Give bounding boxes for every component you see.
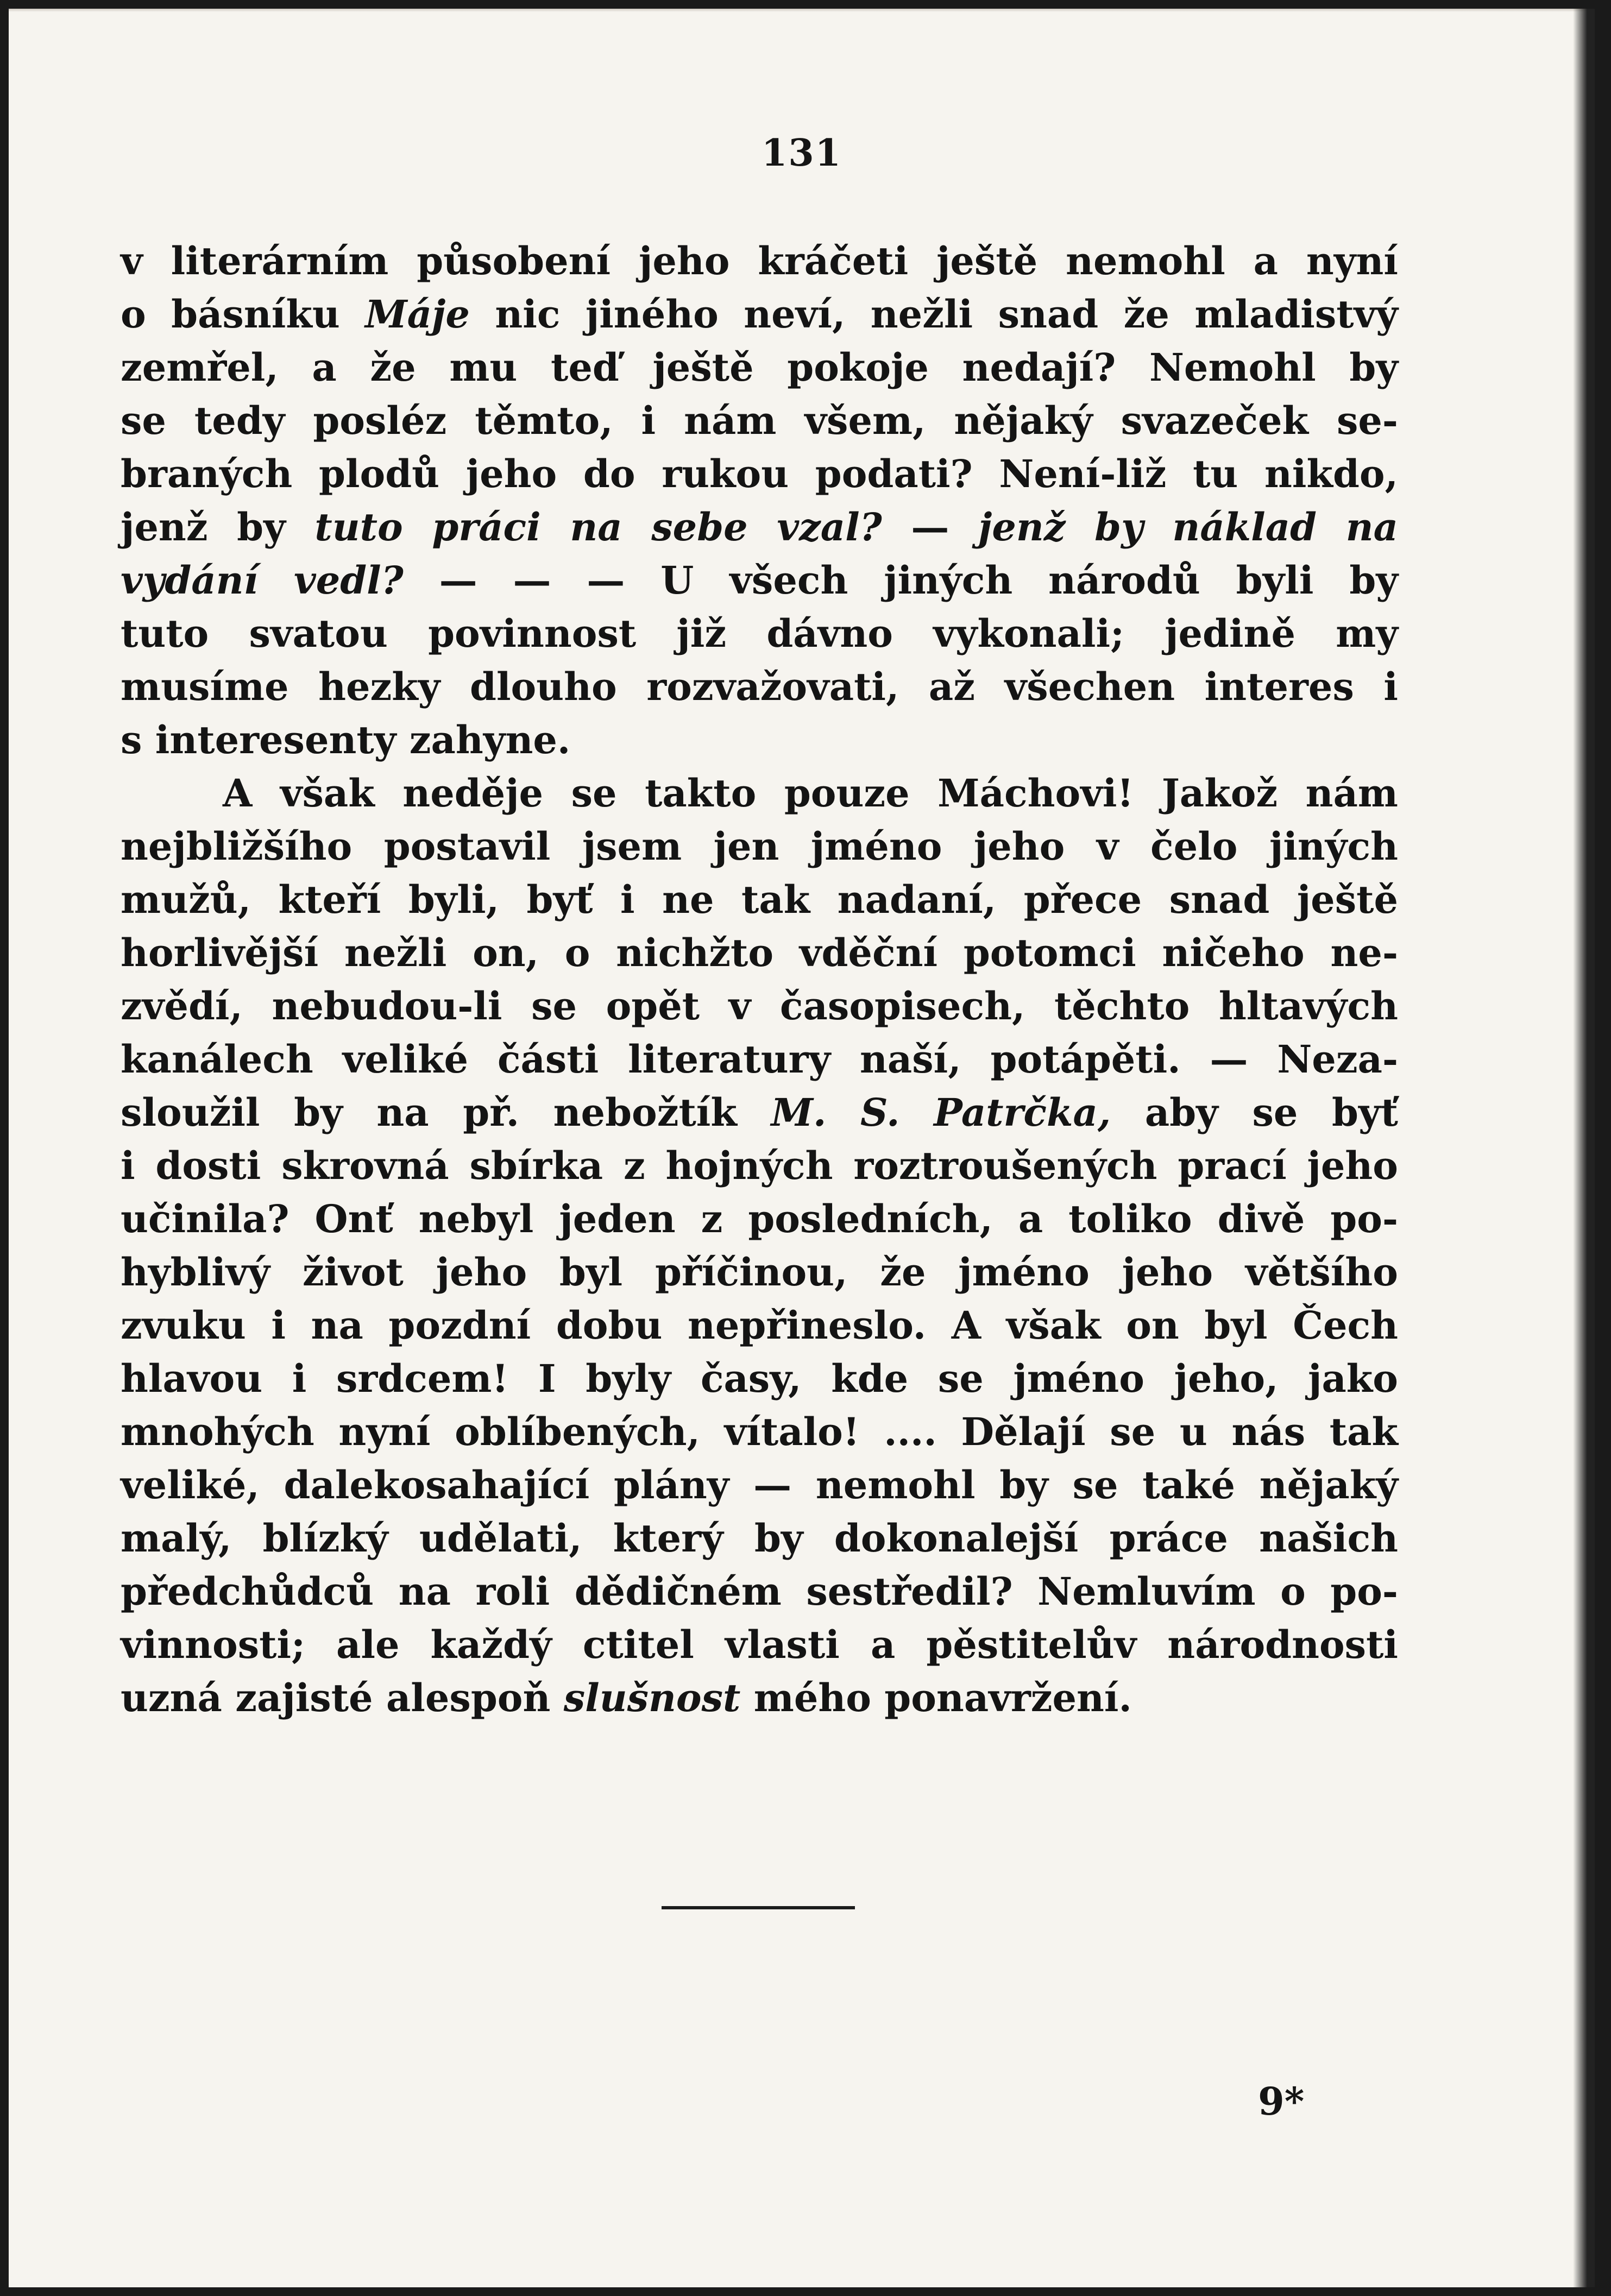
italic-text: vydání vedl? bbox=[121, 558, 404, 603]
text-run: hyblivý život jeho byl příčinou, že jméno jeho většího bbox=[121, 1250, 1398, 1295]
text-run: hlavou i srdcem! I byly časy, kde se jméno jeho, jako bbox=[121, 1356, 1398, 1401]
scan-edge-right bbox=[1573, 9, 1595, 2287]
text-run: mého ponavržení. bbox=[740, 1675, 1132, 1720]
body-text bbox=[121, 235, 1398, 1725]
book-page bbox=[9, 9, 1595, 2287]
text-run: tuto svatou povinnost již dávno vykonali; jedině my bbox=[121, 611, 1398, 656]
text-line bbox=[121, 1618, 1398, 1671]
text-line bbox=[121, 235, 1398, 288]
text-run: vinnosti; ale každý ctitel vlasti a pěstitelův národnosti bbox=[121, 1622, 1398, 1667]
text-run: mnohých nyní oblíbených, vítalo! .... Dělají se u nás tak bbox=[121, 1409, 1398, 1454]
scan-edge-top bbox=[9, 9, 1595, 12]
signature-mark: 9* bbox=[1258, 2079, 1305, 2124]
text-run: se tedy posléz těmto, i nám všem, nějaký svazeček se- bbox=[121, 398, 1398, 443]
end-rule bbox=[662, 1906, 855, 1909]
text-run: nejbližšího postavil jsem jen jméno jeho v čelo jiných bbox=[121, 824, 1398, 869]
text-run: kanálech veliké části literatury naší, potápěti. — Neza- bbox=[121, 1037, 1398, 1082]
text-line bbox=[121, 1033, 1398, 1086]
text-line bbox=[121, 1246, 1398, 1299]
text-run: musíme hezky dlouho rozvažovati, až všechen interes i bbox=[121, 664, 1398, 709]
text-line bbox=[121, 1193, 1398, 1246]
text-line bbox=[121, 1671, 1398, 1725]
text-line bbox=[121, 714, 1398, 767]
text-run: malý, blízký udělati, který by dokonalejší práce našich bbox=[121, 1516, 1398, 1561]
text-line bbox=[121, 926, 1398, 980]
text-line bbox=[121, 873, 1398, 926]
page-number: 131 bbox=[762, 131, 842, 175]
text-run: sloužil by na př. nebožtík bbox=[121, 1090, 771, 1135]
text-line bbox=[121, 447, 1398, 501]
italic-text: tuto práci na sebe vzal? bbox=[314, 504, 882, 550]
text-run: jenž by bbox=[121, 504, 315, 550]
text-run: aby se byť bbox=[1111, 1090, 1399, 1135]
text-run: o básníku bbox=[121, 292, 366, 337]
text-line bbox=[121, 1352, 1398, 1405]
text-run: zvuku i na pozdní dobu nepřineslo. A však on byl Čech bbox=[121, 1303, 1398, 1348]
italic-text: slušnost bbox=[563, 1675, 741, 1720]
text-run: zvědí, nebudou-li se opět v časopisech, těchto hltavých bbox=[121, 983, 1398, 1029]
text-run: v literárním působení jeho kráčeti ještě nemohl a nyní bbox=[121, 238, 1398, 283]
text-run: mužů, kteří byli, byť i ne tak nadaní, přece snad ještě bbox=[121, 877, 1398, 922]
text-run: zemřel, a že mu teď ještě pokoje nedají? Nemohl by bbox=[121, 345, 1398, 390]
text-line bbox=[121, 394, 1398, 447]
text-line bbox=[121, 660, 1398, 714]
text-line bbox=[121, 980, 1398, 1033]
text-run: A však neděje se takto pouze Máchovi! Jakož nám bbox=[223, 771, 1398, 816]
text-line bbox=[121, 1299, 1398, 1352]
text-run: veliké, dalekosahající plány — nemohl by se také nějaký bbox=[121, 1462, 1398, 1507]
italic-text: Máje bbox=[365, 292, 470, 337]
text-line bbox=[121, 1405, 1398, 1459]
italic-text: jenž by náklad na bbox=[978, 504, 1398, 550]
text-line bbox=[121, 1459, 1398, 1512]
text-line bbox=[121, 288, 1398, 341]
text-run: předchůdců na roli dědičném sestředil? Nemluvím o po- bbox=[121, 1569, 1398, 1614]
text-line bbox=[121, 341, 1398, 394]
text-line bbox=[121, 501, 1398, 554]
text-run: — bbox=[882, 504, 979, 550]
text-line bbox=[121, 607, 1398, 660]
text-line bbox=[121, 767, 1398, 820]
text-line bbox=[121, 1565, 1398, 1618]
text-line bbox=[121, 1086, 1398, 1139]
text-run: učinila? Onť nebyl jeden z posledních, a toliko divě po- bbox=[121, 1196, 1398, 1241]
text-run: braných plodů jeho do rukou podati? Není-liž tu nikdo, bbox=[121, 451, 1398, 496]
text-run: s interesenty zahyne. bbox=[121, 717, 571, 762]
text-run: horlivější nežli on, o nichžto vděční potomci ničeho ne- bbox=[121, 930, 1398, 975]
text-line bbox=[121, 1139, 1398, 1193]
text-line bbox=[121, 820, 1398, 873]
text-line bbox=[121, 1512, 1398, 1565]
text-line bbox=[121, 554, 1398, 607]
text-run: i dosti skrovná sbírka z hojných roztroušených prací jeho bbox=[121, 1143, 1398, 1188]
text-run: uzná zajisté alespoň bbox=[121, 1675, 564, 1720]
text-run: nic jiného neví, nežli snad že mladistvý bbox=[469, 292, 1398, 337]
italic-text: M. S. Patrčka, bbox=[771, 1090, 1111, 1135]
text-run: — — — U všech jiných národů byli by bbox=[403, 558, 1398, 603]
